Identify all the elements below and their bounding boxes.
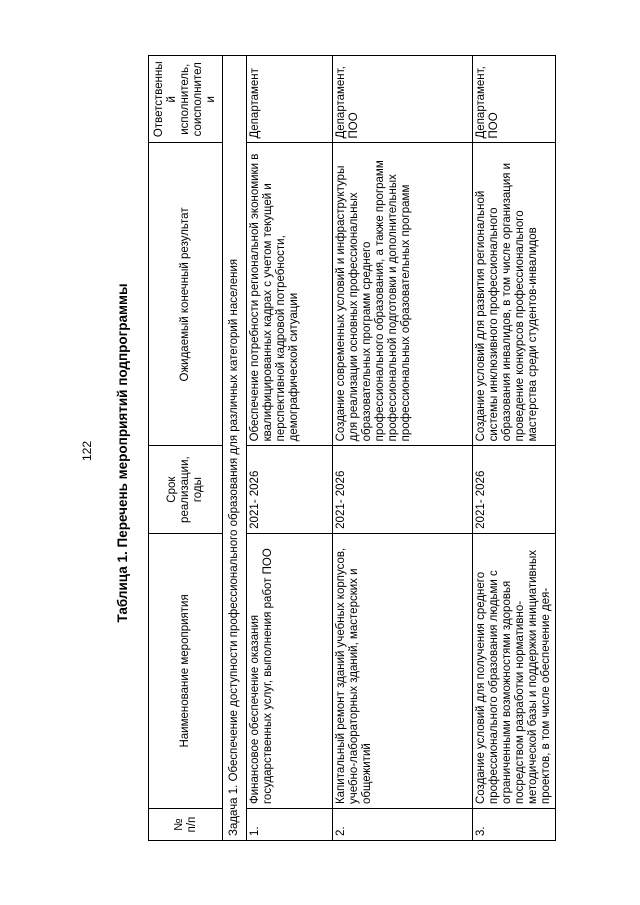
task-title: Задача 1. Обеспечение доступности профессионального образования для различных категорий населения <box>223 56 247 841</box>
table-row <box>333 56 473 841</box>
page-title: Таблица 1. Перечень мероприятий подпрограммы <box>115 283 130 623</box>
row-term: 2021- 2026 <box>247 446 333 533</box>
row-no: 1. <box>247 809 333 841</box>
header-result: Ожидаемый конечный результат <box>149 143 223 446</box>
table-row <box>247 56 333 841</box>
table-header-row <box>149 56 223 841</box>
row-result: Обеспечение потребности региональной экономики в квалифицированных кадрах с учетом текущей и перспективной кадровой потребности, демографической ситуации <box>247 143 333 446</box>
header-responsible: Ответственный исполнитель, соисполнители <box>149 56 223 143</box>
row-responsible: Департамент, ПОО <box>473 56 556 143</box>
row-name: Финансовое обеспечение оказания государственных услуг, выполнения работ ПОО <box>247 533 333 808</box>
row-no: 2. <box>333 809 473 841</box>
task-row <box>223 56 247 841</box>
row-result: Создание условий для развития региональной системы инклюзивного профессионального образования инвалидов, в том числе организация и проведение конкурсов профессионального мастерства среди студентов-инвалидов <box>473 143 556 446</box>
table-row <box>473 56 556 841</box>
row-responsible: Департамент, ПОО <box>333 56 473 143</box>
row-no: 3. <box>473 809 556 841</box>
row-result: Создание современных условий и инфраструктуры для реализации основных профессиональных образовательных программ среднего профессионального образования, а также программ профессиональной подготовки и дополнительных профессиональных образовательных программ <box>333 143 473 446</box>
header-term: Срок реализации, годы <box>149 446 223 533</box>
row-term: 2021- 2026 <box>473 446 556 533</box>
activities-table-container <box>148 55 552 841</box>
row-term: 2021- 2026 <box>333 446 473 533</box>
header-name: Наименование мероприятия <box>149 533 223 808</box>
row-name: Создание условий для получения среднего профессионального образования людьми с ограниченными возможностями здоровья посредством разработки нормативно-методической базы и поддержки инициативных проектов, в том числе обеспечение дея- <box>473 533 556 808</box>
header-no: № п/п <box>149 809 223 841</box>
activities-table <box>148 55 556 841</box>
row-responsible: Департамент <box>247 56 333 143</box>
row-name: Капитальный ремонт зданий учебных корпусов, учебно-лабораторных зданий, мастерских и общежитий <box>333 533 473 808</box>
page-number: 122 <box>80 440 94 462</box>
